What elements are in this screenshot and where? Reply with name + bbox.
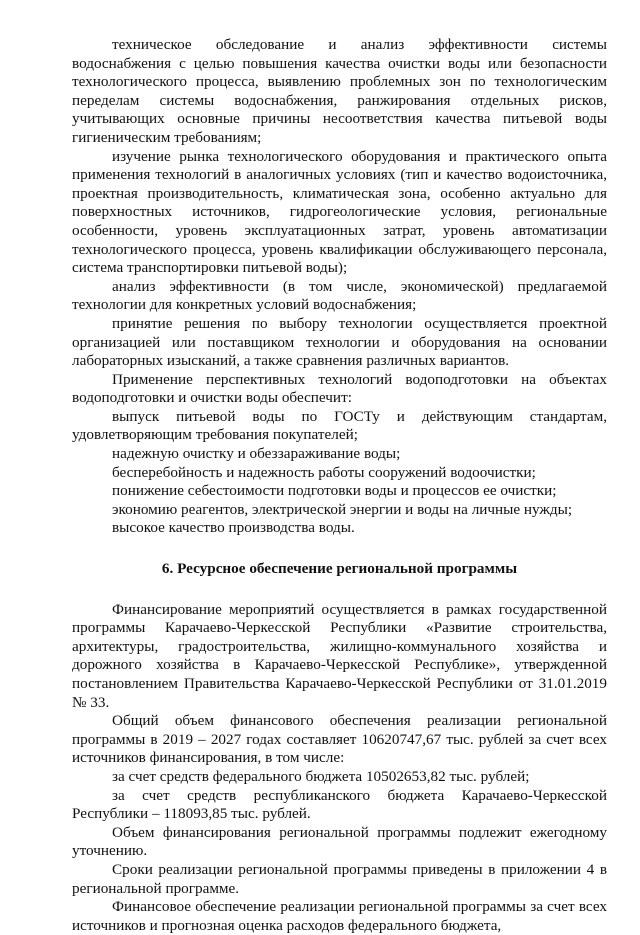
paragraph-reliable-cleaning: надежную очистку и обеззараживание воды; — [112, 445, 401, 463]
document-page — [72, 36, 607, 935]
paragraph-efficiency-analysis: анализ эффективности (в том числе, экономической) предлагаемой технологии для конкретных условий водоснабжения; — [72, 277, 607, 314]
paragraph-market-study: изучение рынка технологического оборудования и практического опыта применения технологий в аналогичных условиях (тип и качество водоисточника, проектная производительность, климатическая зона, особенно актуально для поверхностных источников, гидрогеологические условия, региональные особенности, уровень эксплуатационных затрат, уровень автоматизации технологического процесса, уровень квалификации обслуживающего персонала, система транспортировки питьевой воды); — [72, 147, 607, 277]
paragraph-financing-framework: Финансирование мероприятий осуществляется в рамках государственной программы Карачаево-Черкесской Республики «Развитие строительства, архитектуры, градостроительства, жилищно-коммунального хозяйства и дорожного хозяйства в Карачаево-Черкесской Республике», утвержденной постановлением Правительства Карачаево-Черкесской Республики от 31.01.2019 № 33. — [72, 600, 607, 711]
paragraph-resource-saving: экономию реагентов, электрической энергии и воды на личные нужды; — [112, 500, 573, 518]
paragraph-republican-budget: за счет средств республиканского бюджета Карачаево-Черкесской Республики – 118093,85 тыс. рублей. — [72, 786, 607, 823]
paragraph-federal-budget: за счет средств федерального бюджета 10502653,82 тыс. рублей; — [112, 767, 530, 785]
paragraph-technology-decision: принятие решения по выбору технологии осуществляется проектной организацией или поставщиком технологии и оборудования на основании лабораторных изысканий, а также сравнения различных вариантов. — [72, 314, 607, 370]
paragraph-technical-inspection: техническое обследование и анализ эффективности системы водоснабжения с целью повышения качества очистки воды или безопасности технологического процесса, выявлению проблемных зон по технологическим переделам системы водоснабжения, ранжирования отдельных рисков, учитывающих основные причины несоответствия качества питьевой воды гигиеническим требованиям; — [72, 36, 607, 146]
paragraph-drinking-water-output: выпуск питьевой воды по ГОСТу и действующим стандартам, удовлетворяющим требования покупателей; — [72, 407, 607, 444]
paragraph-high-quality: высокое качество производства воды. — [112, 519, 355, 537]
paragraph-cost-reduction: понижение себестоимости подготовки воды и процессов ее очистки; — [112, 482, 557, 500]
section-heading: 6. Ресурсное обеспечение региональной программы — [161, 560, 518, 578]
paragraph-uninterrupted-operation: бесперебойность и надежность работы сооружений водоочистки; — [112, 463, 536, 481]
paragraph-annual-adjustment: Объем финансирования региональной программы подлежит ежегодному уточнению. — [72, 823, 607, 860]
paragraph-implementation-timing: Сроки реализации региональной программы приведены в приложении 4 в региональной программе. — [72, 860, 607, 897]
paragraph-total-financing: Общий объем финансового обеспечения реализации региональной программы в 2019 – 2027 годах составляет 10620747,67 тыс. рублей за счет всех источников финансирования, в том числе: — [72, 712, 607, 767]
paragraph-technologies-will-provide: Применение перспективных технологий водоподготовки на объектах водоподготовки и очистки воды обеспечит: — [72, 370, 607, 407]
paragraph-financial-support: Финансовое обеспечение реализации региональной программы за счет всех источников и прогнозная оценка расходов федерального бюджета, — [72, 898, 607, 934]
